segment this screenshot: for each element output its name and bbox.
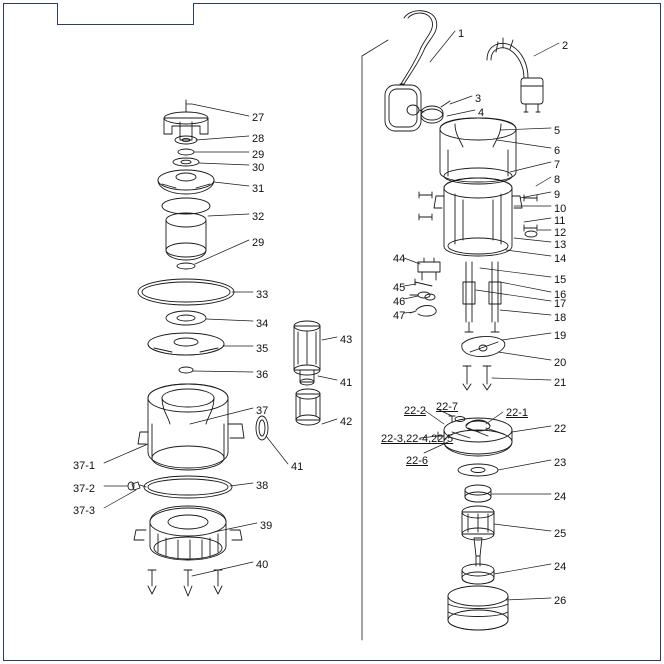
callout-label-21: 21	[554, 377, 567, 389]
part-41-43-outlet-fittings	[294, 321, 320, 425]
part-15-18-electrodes	[463, 262, 501, 332]
callout-label-41: 41	[291, 461, 304, 473]
part-23-washer	[458, 464, 498, 476]
callout-label-45: 45	[393, 282, 406, 294]
callout-label-3: 3	[475, 93, 482, 105]
callout-label-22-6: 22-6	[406, 455, 429, 467]
part-19-20-paddle	[462, 337, 505, 357]
callout-label-22-1: 22-1	[506, 407, 529, 419]
callout-label-34: 34	[256, 318, 269, 330]
callout-label-37-3: 37-3	[73, 505, 96, 517]
part-31-diffuser	[158, 170, 214, 194]
callout-label-1: 1	[458, 28, 465, 40]
callout-label-5: 5	[554, 125, 561, 137]
part-40-screws	[148, 570, 222, 596]
callout-label-6: 6	[554, 145, 561, 157]
callout-label-15: 15	[554, 274, 567, 286]
part-7-14-motor-body	[419, 178, 537, 256]
callout-label-14: 14	[554, 253, 567, 265]
callout-label-29: 29	[252, 237, 265, 249]
part-36-small-washer	[179, 367, 193, 373]
callout-label-12: 12	[554, 227, 567, 239]
group-bracket	[362, 40, 388, 640]
part-5-6-upper-housing	[440, 118, 516, 184]
callout-label-35: 35	[256, 343, 269, 355]
callout-label-40: 40	[256, 559, 269, 571]
part-44-47-small-parts	[410, 258, 440, 316]
part-21-screws	[463, 366, 491, 390]
callout-label-37-1: 37-1	[73, 460, 96, 472]
callout-label-23: 23	[554, 457, 567, 469]
callout-label-22-7: 22-7	[436, 401, 459, 413]
callout-label-8: 8	[554, 174, 561, 186]
callout-label-28: 28	[252, 133, 265, 145]
callout-label-46: 46	[393, 296, 406, 308]
callout-label-37: 37	[256, 405, 269, 417]
callout-label-18: 18	[554, 312, 567, 324]
callout-label-2: 2	[562, 40, 569, 52]
callout-label-44: 44	[393, 253, 406, 265]
part-3-4-connector	[407, 101, 450, 123]
callout-label-16: 16	[554, 289, 567, 301]
callout-label-36: 36	[256, 369, 269, 381]
part-33-o-ring	[138, 279, 234, 305]
callout-label-30: 30	[252, 162, 265, 174]
part-35-plate	[148, 333, 224, 355]
callout-label-41: 41	[340, 377, 353, 389]
callout-label-24: 24	[554, 561, 567, 573]
callout-label-26: 26	[554, 595, 567, 607]
callout-label-32: 32	[252, 211, 265, 223]
callout-label-39: 39	[260, 520, 273, 532]
callout-label-24: 24	[554, 491, 567, 503]
leader-lines	[104, 28, 559, 600]
callout-label-7: 7	[554, 159, 561, 171]
callout-label-29: 29	[252, 149, 265, 161]
callout-label-25: 25	[554, 528, 567, 540]
part-26-bottom-cap	[448, 586, 508, 630]
callout-label-33: 33	[256, 289, 269, 301]
callout-label-22: 22	[554, 423, 567, 435]
callout-label-11: 11	[554, 215, 566, 227]
callout-label-9: 9	[554, 189, 561, 201]
part-24-seal-lower	[462, 564, 494, 584]
callout-label-38: 38	[256, 480, 269, 492]
part-37-1-to-37-3-fasteners	[128, 482, 146, 490]
part-32-filter	[162, 198, 210, 269]
callout-label-31: 31	[252, 183, 265, 195]
part-1-float-switch	[385, 11, 437, 131]
callout-label-43: 43	[340, 334, 353, 346]
callout-label-27: 27	[252, 112, 265, 124]
callout-label-19: 19	[554, 330, 567, 342]
part-28-30-washers	[173, 136, 199, 166]
part-25-rotor-shaft	[462, 506, 494, 566]
part-34-washer	[166, 311, 206, 325]
callout-label-22-2: 22-2	[404, 405, 427, 417]
callout-label-20: 20	[554, 357, 567, 369]
callout-label-13: 13	[554, 239, 567, 251]
callout-label-17: 17	[554, 298, 567, 310]
callout-label-10: 10	[554, 203, 567, 215]
callout-label-42: 42	[340, 416, 353, 428]
callout-label-47: 47	[393, 310, 406, 322]
callout-label-22-3-22-4-22-5: 22-3,22-4,22-5	[381, 433, 454, 445]
part-39-base-strainer	[134, 506, 242, 560]
part-2-power-cable-plug	[487, 38, 543, 112]
part-38-o-ring	[144, 476, 232, 498]
callout-label-37-2: 37-2	[73, 483, 96, 495]
callout-label-4: 4	[478, 107, 485, 119]
part-37-pump-body	[138, 384, 268, 470]
part-24-seal-upper	[465, 485, 491, 502]
